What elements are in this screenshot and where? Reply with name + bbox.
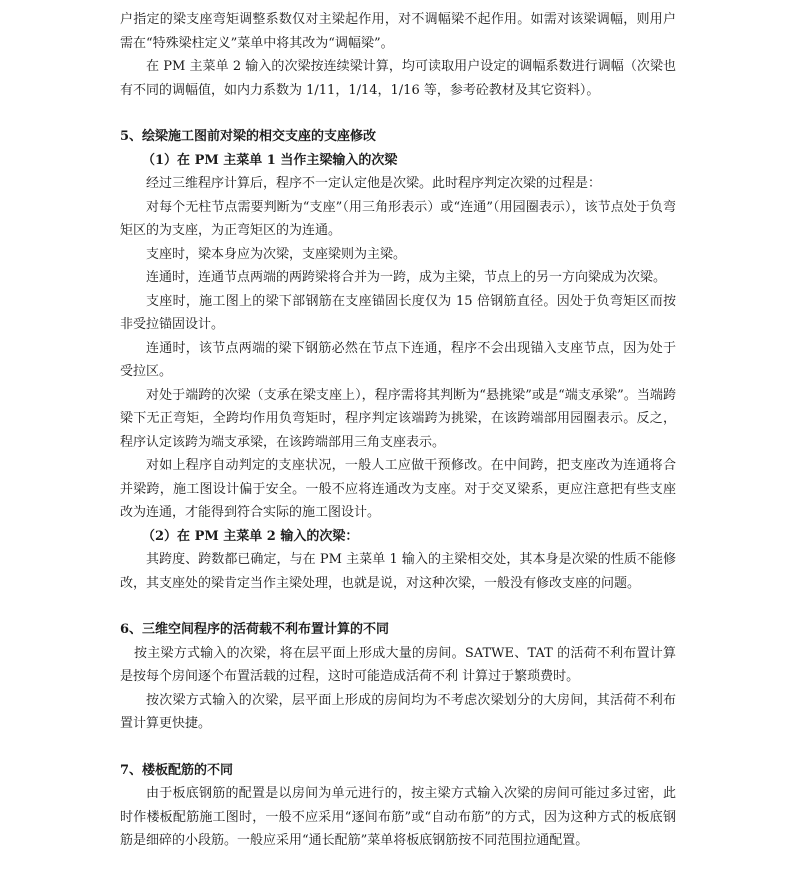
paragraph: 其跨度、跨数都已确定，与在 PM 主菜单 1 输入的主梁相交处，其本身是次梁的性质不能修改，其支座处的梁肯定当作主梁处理，也就是说，对这种次梁，一般没有修改支座的问题。 bbox=[120, 552, 676, 591]
paragraph: 连通时，连通节点两端的两跨梁将合并为一跨，成为主梁，节点上的另一方向梁成为次梁。 bbox=[146, 270, 667, 285]
section-heading-6: 6、三维空间程序的活荷载不利布置计算的不同 bbox=[120, 622, 390, 637]
spacer bbox=[120, 102, 676, 125]
paragraph: 按主梁方式输入的次梁，将在层平面上形成大量的房间。SATWE、TAT 的活荷不利布置计算是按每个房间逐个布置活载的过程，这时可能造成活荷不利 计算过于繁琐费时。 bbox=[120, 645, 676, 684]
spacer bbox=[120, 595, 676, 618]
paragraph: 经过三维程序计算后，程序不一定认定他是次梁。此时程序判定次梁的过程是： bbox=[146, 176, 602, 191]
document-body bbox=[120, 8, 676, 853]
paragraph: 对处于端跨的次梁（支承在梁支座上），程序需将其判断为“悬挑梁”或是“端支承梁”。当端跨梁下无正弯矩，全跨均作用负弯矩时，程序判定该端跨为挑梁，在该跨端部用园圈表示。反之，程序认定该跨为端支承梁，在该跨端部用三角支座表示。 bbox=[120, 387, 676, 450]
paragraph: 连通时，该节点两端的梁下钢筋必然在节点下连通，程序不会出现锚入支座节点，因为处于受拉区。 bbox=[120, 340, 676, 379]
paragraph: 对每个无柱节点需要判断为“支座”（用三角形表示）或“连通”（用园圈表示），该节点处于负弯矩区的为支座，为正弯矩区的为连通。 bbox=[120, 199, 676, 238]
section-heading-5: 5、绘梁施工图前对梁的相交支座的支座修改 bbox=[120, 129, 377, 144]
subsection-heading-5-2: （2）在 PM 主菜单 2 输入的次梁： bbox=[142, 528, 359, 544]
paragraph: 对如上程序自动判定的支座状况，一般人工应做干预修改。在中间跨，把支座改为连通将合并梁跨，施工图设计偏于安全。一般不应将连通改为支座。对于交叉梁系，更应注意把有些支座改为连通，才能得到符合实际的施工图设计。 bbox=[120, 458, 676, 520]
section-heading-7: 7、楼板配筋的不同 bbox=[120, 762, 234, 778]
paragraph: 支座时，施工图上的梁下部钢筋在支座锚固长度仅为 15 倍钢筋直径。因处于负弯矩区而按非受拉锚固设计。 bbox=[120, 293, 676, 332]
paragraph: 在 PM 主菜单 2 输入的次梁按连续梁计算，均可读取用户设定的调幅系数进行调幅（次梁也有不同的调幅值，如内力系数为 1/11，1/14，1/16 等，参考砼教材及其它资料）。 bbox=[120, 59, 676, 98]
paragraph: 由于板底钢筋的配置是以房间为单元进行的，按主梁方式输入次梁的房间可能过多过密，此时作楼板配筋施工图时，一般不应采用“逐间布筋”或“自动布筋”的方式，因为这种方式的板底钢筋是细碎的小段筋。一般应采用“通长配筋”菜单将板底钢筋按不同范围拉通配置。 bbox=[120, 786, 676, 848]
paragraph: 支座时，梁本身应为次梁，支座梁则为主梁。 bbox=[146, 246, 407, 262]
paragraph: 户指定的梁支座弯矩调整系数仅对主梁起作用，对不调幅梁不起作用。如需对该梁调幅，则用户需在“特殊梁柱定义”菜单中将其改为“调幅梁”。 bbox=[120, 12, 676, 51]
subsection-heading-5-1: （1）在 PM 主菜单 1 当作主梁输入的次梁 bbox=[142, 152, 398, 168]
paragraph: 按次梁方式输入的次梁，层平面上形成的房间均为不考虑次梁划分的大房间，其活荷不利布置计算更快捷。 bbox=[120, 692, 676, 731]
spacer bbox=[120, 736, 676, 759]
